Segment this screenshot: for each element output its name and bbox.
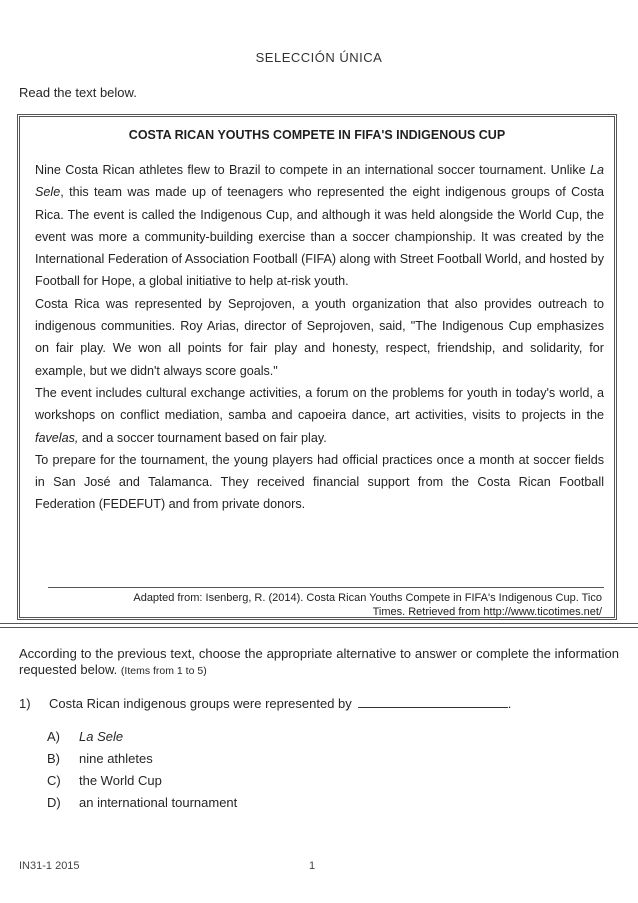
option-c[interactable] <box>47 773 237 795</box>
instruction-text: Read the text below. <box>19 85 137 100</box>
question-stem: Costa Rican indigenous groups were represented by <box>49 696 352 711</box>
option-letter: A) <box>47 729 60 744</box>
article-paragraph-1: Nine Costa Rican athletes flew to Brazil to compete in an international soccer tournament. Unlike La Sele, this team was made up of teenagers who represented the eight indigenous groups of Costa Rica. The event is called the Indigenous Cup, and although it was held alongside the World Cup, the event was more a community-building exercise than a soccer championship. It was created by the International Federation of Association Football (FIFA) along with Street Football World, and hosted by Football for Hope, a global initiative to help at-risk youth. <box>35 163 604 289</box>
option-d[interactable] <box>47 795 237 817</box>
footer-page-number: 1 <box>309 860 316 872</box>
article-body <box>35 159 604 516</box>
source-line-2: Times. Retrieved from http://www.ticotimes.net/ <box>372 606 602 618</box>
question-end: . <box>507 696 512 711</box>
question-1-options <box>47 729 237 817</box>
source-line-1: Adapted from: Isenberg, R. (2014). Costa Rican Youths Compete in FIFA's Indigenous Cup. Tico <box>133 592 602 604</box>
option-a[interactable] <box>47 729 237 751</box>
footer-exam-code: IN31-1 2015 <box>19 860 80 872</box>
article-title: COSTA RICAN YOUTHS COMPETE IN FIFA'S INDIGENOUS CUP <box>128 128 506 142</box>
article-source <box>48 591 602 619</box>
section-divider-top <box>0 623 638 624</box>
directions-text: According to the previous text, choose the appropriate alternative to answer or complete the information requested below. (Items from 1 to 5) <box>19 646 619 677</box>
article-box <box>17 114 617 620</box>
article-paragraph-2: Costa Rica was represented by Seprojoven, a youth organization that also provides outreach to indigenous communities. Roy Arias, director of Seprojoven, said, "The Indigenous Cup emphasizes on fair play. We won all points for fair play and honesty, respect, friendship, and solidarity, for example, but we didn't always score goals." <box>35 296 604 378</box>
section-title: SELECCIÓN ÚNICA <box>255 50 383 65</box>
option-text: an international tournament <box>79 795 238 810</box>
option-b[interactable] <box>47 751 237 773</box>
answer-blank <box>358 697 508 708</box>
source-divider <box>48 587 604 588</box>
section-divider-bottom <box>0 627 638 628</box>
article-paragraph-4: To prepare for the tournament, the young players had official practices once a month at soccer fields in San José and Talamanca. They received financial support from the Costa Rican Football Federation (FEDEFUT) and from private donors. <box>35 452 604 512</box>
option-text: nine athletes <box>79 751 153 766</box>
items-note: (Items from 1 to 5) <box>120 665 207 677</box>
article-paragraph-3: The event includes cultural exchange activities, a forum on the problems for youth in today's world, a workshops on conflict mediation, samba and capoeira dance, art activities, visits to projects in the favelas, and a soccer tournament based on fair play. <box>35 385 604 445</box>
question-number: 1) <box>19 696 31 711</box>
option-letter: C) <box>47 773 61 788</box>
option-text: La Sele <box>79 729 124 744</box>
question-1 <box>19 696 619 711</box>
option-letter: B) <box>47 751 60 766</box>
option-letter: D) <box>47 795 61 810</box>
option-text: the World Cup <box>79 773 162 788</box>
